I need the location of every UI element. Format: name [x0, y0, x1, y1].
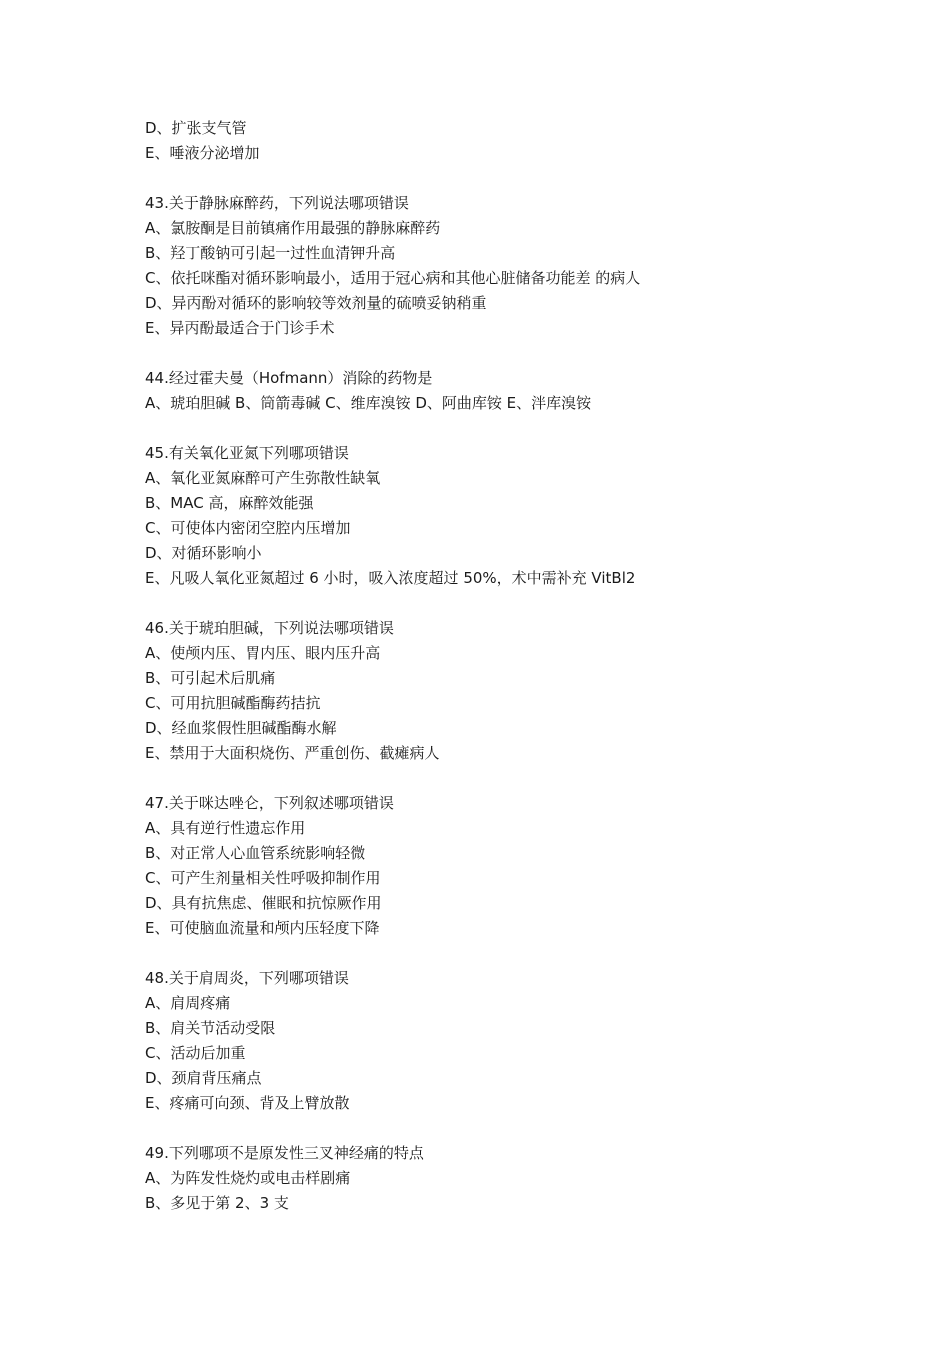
- document-page: [145, 116, 905, 1216]
- option-line: A、琥珀胆碱 B、筒箭毒碱 C、维库溴铵 D、阿曲库铵 E、泮库溴铵: [145, 394, 592, 412]
- option-line: D、经血浆假性胆碱酯酶水解: [145, 719, 337, 737]
- option-line: A、氧化亚氮麻醉可产生弥散性缺氧: [145, 469, 381, 487]
- option-line: D、颈肩背压痛点: [145, 1069, 262, 1087]
- option-line: D、异丙酚对循环的影响较等效剂量的硫喷妥钠稍重: [145, 294, 487, 312]
- option-line: B、肩关节活动受限: [145, 1019, 276, 1037]
- option-line: A、肩周疼痛: [145, 994, 231, 1012]
- option-line: E、可使脑血流量和颅内压轻度下降: [145, 919, 380, 937]
- question-stem: 48.关于肩周炎，下列哪项错误: [145, 969, 349, 987]
- option-line: C、可产生剂量相关性呼吸抑制作用: [145, 869, 381, 887]
- option-line: A、为阵发性烧灼或电击样剧痛: [145, 1169, 351, 1187]
- option-line: A、具有逆行性遗忘作用: [145, 819, 306, 837]
- option-line: E、唾液分泌增加: [145, 144, 260, 162]
- option-line: B、MAC 高，麻醉效能强: [145, 494, 314, 512]
- option-line: C、依托咪酯对循环影响最小，适用于冠心病和其他心脏储备功能差 的病人: [145, 269, 641, 287]
- option-line: D、具有抗焦虑、催眠和抗惊厥作用: [145, 894, 382, 912]
- question-stem: 46.关于琥珀胆碱，下列说法哪项错误: [145, 619, 394, 637]
- option-line: B、多见于第 2、3 支: [145, 1194, 289, 1212]
- option-line: C、活动后加重: [145, 1044, 246, 1062]
- option-line: B、羟丁酸钠可引起一过性血清钾升高: [145, 244, 396, 262]
- option-line: D、扩张支气管: [145, 119, 247, 137]
- option-line: D、对循环影响小: [145, 544, 262, 562]
- question-stem: 45.有关氧化亚氮下列哪项错误: [145, 444, 349, 462]
- question-stem: 43.关于静脉麻醉药，下列说法哪项错误: [145, 194, 409, 212]
- option-line: A、氯胺酮是目前镇痛作用最强的静脉麻醉药: [145, 219, 441, 237]
- question-stem: 49.下列哪项不是原发性三叉神经痛的特点: [145, 1144, 424, 1162]
- option-line: C、可使体内密闭空腔内压增加: [145, 519, 351, 537]
- option-line: B、可引起术后肌痛: [145, 669, 276, 687]
- option-line: C、可用抗胆碱酯酶药拮抗: [145, 694, 321, 712]
- option-line: E、疼痛可向颈、背及上臂放散: [145, 1094, 350, 1112]
- option-line: B、对正常人心血管系统影响轻微: [145, 844, 366, 862]
- option-line: E、禁用于大面积烧伤、严重创伤、截瘫病人: [145, 744, 440, 762]
- question-stem: 47.关于咪达唑仑，下列叙述哪项错误: [145, 794, 394, 812]
- option-line: E、凡吸人氧化亚氮超过 6 小时，吸入浓度超过 50%，术中需补充 VitBl2: [145, 569, 636, 587]
- option-line: E、异丙酚最适合于门诊手术: [145, 319, 335, 337]
- question-stem: 44.经过霍夫曼（Hofmann）消除的药物是: [145, 369, 433, 387]
- option-line: A、使颅内压、胃内压、眼内压升高: [145, 644, 381, 662]
